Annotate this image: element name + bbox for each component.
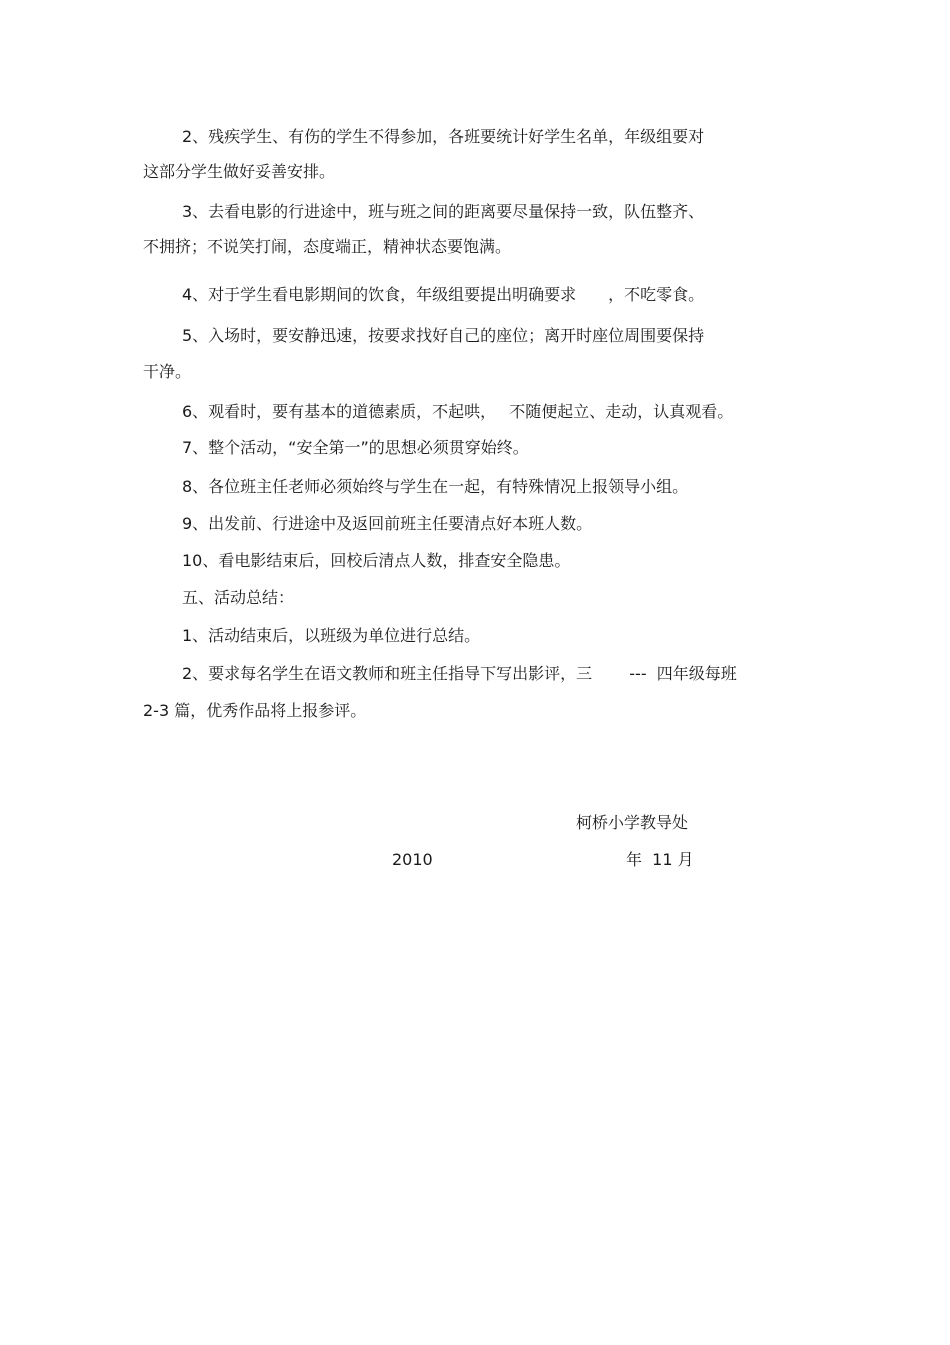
item-7: 7、整个活动，“安全第一”的思想必须贯穿始终。 xyxy=(182,438,529,457)
item-5-line-1: 5、入场时，要安静迅速，按要求找好自己的座位；离开时座位周围要保持 xyxy=(182,326,705,345)
item-3-line-2: 不拥挤；不说笑打闹，态度端正，精神状态要饱满。 xyxy=(143,237,512,256)
item-3-line-1: 3、去看电影的行进途中，班与班之间的距离要尽量保持一致，队伍整齐、 xyxy=(182,202,705,221)
item-2-line-1: 2、残疾学生、有伤的学生不得参加，各班要统计好学生名单，年级组要对 xyxy=(182,127,705,146)
summary-item-1: 1、活动结束后，以班级为单位进行总结。 xyxy=(182,626,481,645)
signature-month: 年 11 月 xyxy=(626,850,694,869)
summary-item-2-line-2: 2-3 篇，优秀作品将上报参评。 xyxy=(143,701,367,720)
item-6: 6、观看时，要有基本的道德素质，不起哄， 不随便起立、走动，认真观看。 xyxy=(182,402,734,421)
signature-year: 2010 xyxy=(392,850,433,869)
item-5-line-2: 干净。 xyxy=(143,362,192,381)
item-10: 10、看电影结束后，回校后清点人数，排查安全隐患。 xyxy=(182,551,571,570)
item-2-line-2: 这部分学生做好妥善安排。 xyxy=(143,162,336,181)
item-8: 8、各位班主任老师必须始终与学生在一起，有特殊情况上报领导小组。 xyxy=(182,477,689,496)
item-9: 9、出发前、行进途中及返回前班主任要清点好本班人数。 xyxy=(182,514,593,533)
summary-item-2-line-1: 2、要求每名学生在语文教师和班主任指导下写出影评，三 --- 四年级每班 xyxy=(182,664,737,683)
item-4: 4、对于学生看电影期间的饮食，年级组要提出明确要求 ，不吃零食。 xyxy=(182,285,705,304)
signature-org: 柯桥小学教导处 xyxy=(576,813,689,832)
section-heading-summary: 五、活动总结： xyxy=(182,588,295,607)
